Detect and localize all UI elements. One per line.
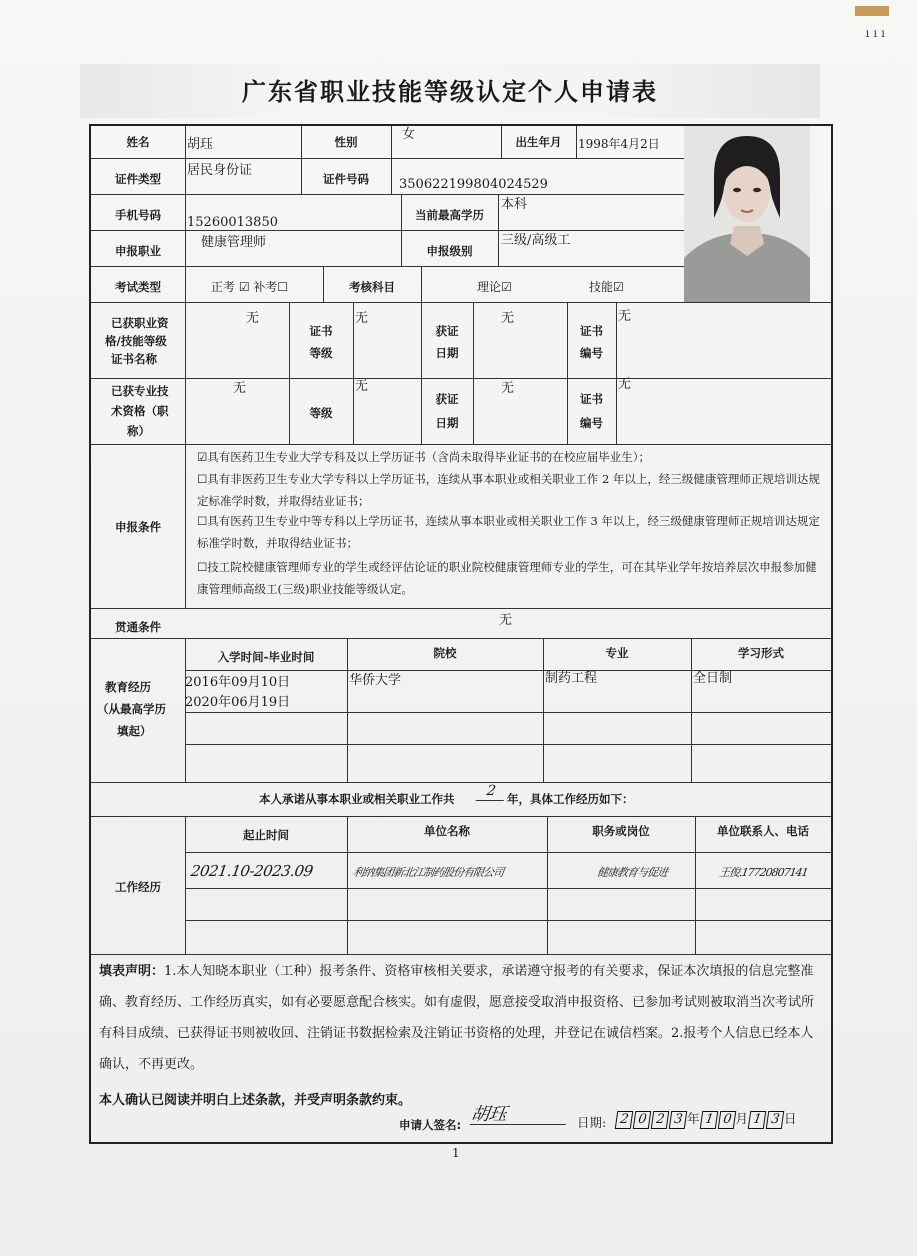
date-label: 日期:	[577, 1115, 607, 1130]
label-tech-2: 术资格（职	[111, 404, 169, 418]
edu-header-mode: 学习形式	[738, 646, 784, 660]
declaration-body: 1.本人知晓本职业（工种）报考条件、资格审核相关要求，承诺遵守报考的有关要求，保证本次填报的信息完整准确、教育经历、工作经历真实，如有必要愿意配合核实。如有虚假，愿意接受取消申报资格、已参加考试则被取消当次考试所有科目成绩、已获得证书则被收回、注销证书数据检索及注销证书资格的处理，并登记在诚信档案。2.报考个人信息已经本人确认，不再更改。	[99, 964, 815, 1072]
label-work-history: 工作经历	[115, 880, 161, 894]
declaration-confirm: 本人确认已阅读并明白上述条款，并受声明条款约束。	[99, 1093, 412, 1108]
value-qual-level: 无	[355, 311, 369, 326]
value-tech-level: 无	[355, 379, 369, 394]
date-month-digit-2: 0	[717, 1111, 736, 1129]
label-obtain-1b: 获证	[435, 392, 459, 406]
work-commit-after: 年，具体工作经历如下：	[507, 792, 634, 806]
condition-4: ☐技工院校健康管理师专业的学生或经评估论证的职业院校健康管理师专业的学生，可在其毕业学年按培养层次申报参加健康管理师高级工(三级)职业技能等级认定。	[197, 560, 817, 596]
work-row-unit: 利纳集团新北江制药股份有限公司	[352, 866, 504, 879]
edu-row-mode: 全日制	[693, 671, 733, 686]
date-year-char: 年	[687, 1111, 700, 1126]
label-exam-subjects: 考核科目	[349, 280, 395, 294]
value-pathway: 无	[499, 613, 513, 628]
value-tech-no: 无	[618, 377, 632, 392]
label-cert-qual-2: 格/技能等级	[105, 334, 167, 348]
label-tech-1: 已获专业技	[111, 384, 169, 398]
label-education: 当前最高学历	[415, 208, 484, 222]
date-year-digit-4: 3	[669, 1111, 688, 1129]
work-header-post: 职务或岗位	[592, 824, 650, 838]
edu-row-major: 制药工程	[545, 671, 598, 686]
label-certno-1b: 证书	[580, 392, 603, 406]
portrait-image	[684, 126, 810, 302]
date-day-char: 日	[784, 1111, 797, 1126]
corner-marks: ııı	[865, 26, 889, 40]
edu-header-school: 院校	[433, 646, 457, 660]
label-id-no: 证件号码	[323, 172, 369, 186]
value-qual-no: 无	[618, 309, 632, 324]
condition-1: ☑具有医药卫生专业大学专科及以上学历证书（含尚未取得毕业证书的在校应届毕业生）；	[197, 450, 651, 464]
value-exam-type: 正考 ☑ 补考☐	[211, 280, 289, 294]
date-month-digit-1: 1	[699, 1111, 718, 1129]
label-obtain-1: 获证	[435, 324, 459, 338]
label-cert-qual-3: 证书名称	[111, 352, 157, 366]
label-certno-1: 证书	[580, 324, 603, 338]
label-edu-1: 教育经历	[105, 680, 151, 694]
work-header-period: 起止时间	[243, 828, 289, 842]
label-occupation: 申报职业	[115, 244, 161, 258]
value-id-no: 350622199804024529	[399, 177, 548, 192]
label-tech-3: 称）	[127, 424, 150, 438]
applicant-photo	[684, 126, 810, 302]
value-tech-name: 无	[233, 381, 247, 396]
edu-header-major: 专业	[605, 646, 629, 660]
declaration-label: 填表声明：	[99, 964, 165, 979]
value-id-type: 居民身份证	[187, 163, 253, 178]
label-tech-level: 等级	[309, 406, 333, 420]
label-phone: 手机号码	[115, 208, 161, 222]
condition-2: ☐具有非医药卫生专业大学专科以上学历证书，连续从事本职业或相关职业工作 2 年以上，经三级健康管理师正规培训达规定标准学时数，并取得结业证书；	[197, 472, 820, 508]
label-edu-3: 填起）	[117, 724, 152, 738]
date-year-digit-1: 2	[615, 1111, 634, 1129]
label-gender: 性别	[334, 135, 358, 149]
label-cert-level-2: 等级	[309, 346, 333, 360]
value-qual-date: 无	[501, 311, 515, 326]
date-day-digit-2: 3	[766, 1111, 785, 1129]
value-phone: 15260013850	[187, 215, 278, 230]
value-gender: 女	[402, 127, 416, 142]
value-occupation: 健康管理师	[201, 235, 267, 250]
work-commit-before: 本人承诺从事本职业或相关职业工作共	[259, 792, 455, 806]
date-year-digit-2: 0	[633, 1111, 652, 1129]
label-pathway: 贯通条件	[115, 620, 161, 634]
work-commit-years: 2	[476, 782, 507, 801]
work-row-period: 2021.10-2023.09	[189, 862, 314, 880]
label-obtain-2b: 日期	[435, 416, 459, 430]
form-title: 广东省职业技能等级认定个人申请表	[242, 78, 658, 106]
condition-3: ☐具有医药卫生专业中等专科以上学历证书，连续从事本职业或相关职业工作 3 年以上，经三级健康管理师正规培训达规定标准学时数，并取得结业证书；	[197, 514, 820, 550]
edu-row-school: 华侨大学	[349, 673, 402, 688]
date-month-char: 月	[735, 1111, 749, 1126]
work-row-post: 健康教育与促进	[596, 866, 668, 879]
value-level: 三级/高级工	[501, 233, 571, 248]
label-name: 姓名	[126, 135, 150, 149]
applicant-signature: 胡珏	[470, 1106, 569, 1125]
value-education: 本科	[501, 197, 528, 212]
work-header-contact: 单位联系人、电话	[717, 824, 809, 838]
date-day-digit-1: 1	[748, 1111, 767, 1129]
value-qual-name: 无	[246, 311, 260, 326]
paper-tab-mark	[855, 6, 889, 16]
label-edu-2: （从最高学历	[97, 702, 166, 716]
date-boxes	[615, 1110, 797, 1129]
label-conditions: 申报条件	[115, 520, 161, 534]
value-skill: 技能☑	[589, 280, 624, 294]
declaration-text	[99, 956, 825, 1080]
label-exam-type: 考试类型	[115, 280, 161, 294]
work-row-contact: 王俊.17720807141	[718, 866, 809, 879]
edu-row-start: 2016年09月10日	[185, 675, 291, 690]
edu-header-period: 入学时间-毕业时间	[217, 650, 315, 664]
label-cert-level-1: 证书	[309, 324, 333, 338]
label-certno-2: 编号	[580, 346, 603, 360]
label-id-type: 证件类型	[115, 172, 161, 186]
edu-row-end: 2020年06月19日	[185, 695, 291, 710]
page-number: 1	[452, 1146, 460, 1160]
label-certno-2b: 编号	[580, 416, 603, 430]
label-obtain-2: 日期	[435, 346, 459, 360]
label-cert-qual-1: 已获职业资	[111, 316, 169, 330]
value-tech-date: 无	[501, 381, 515, 396]
date-year-digit-3: 2	[651, 1111, 670, 1129]
sign-label: 申请人签名:	[399, 1118, 462, 1132]
label-birth: 出生年月	[515, 135, 562, 149]
value-theory: 理论☑	[477, 280, 512, 294]
value-name: 胡珏	[187, 137, 214, 152]
value-birth: 1998年4月2日	[578, 137, 660, 151]
work-header-unit: 单位名称	[424, 824, 470, 838]
label-level: 申报级别	[426, 244, 473, 258]
